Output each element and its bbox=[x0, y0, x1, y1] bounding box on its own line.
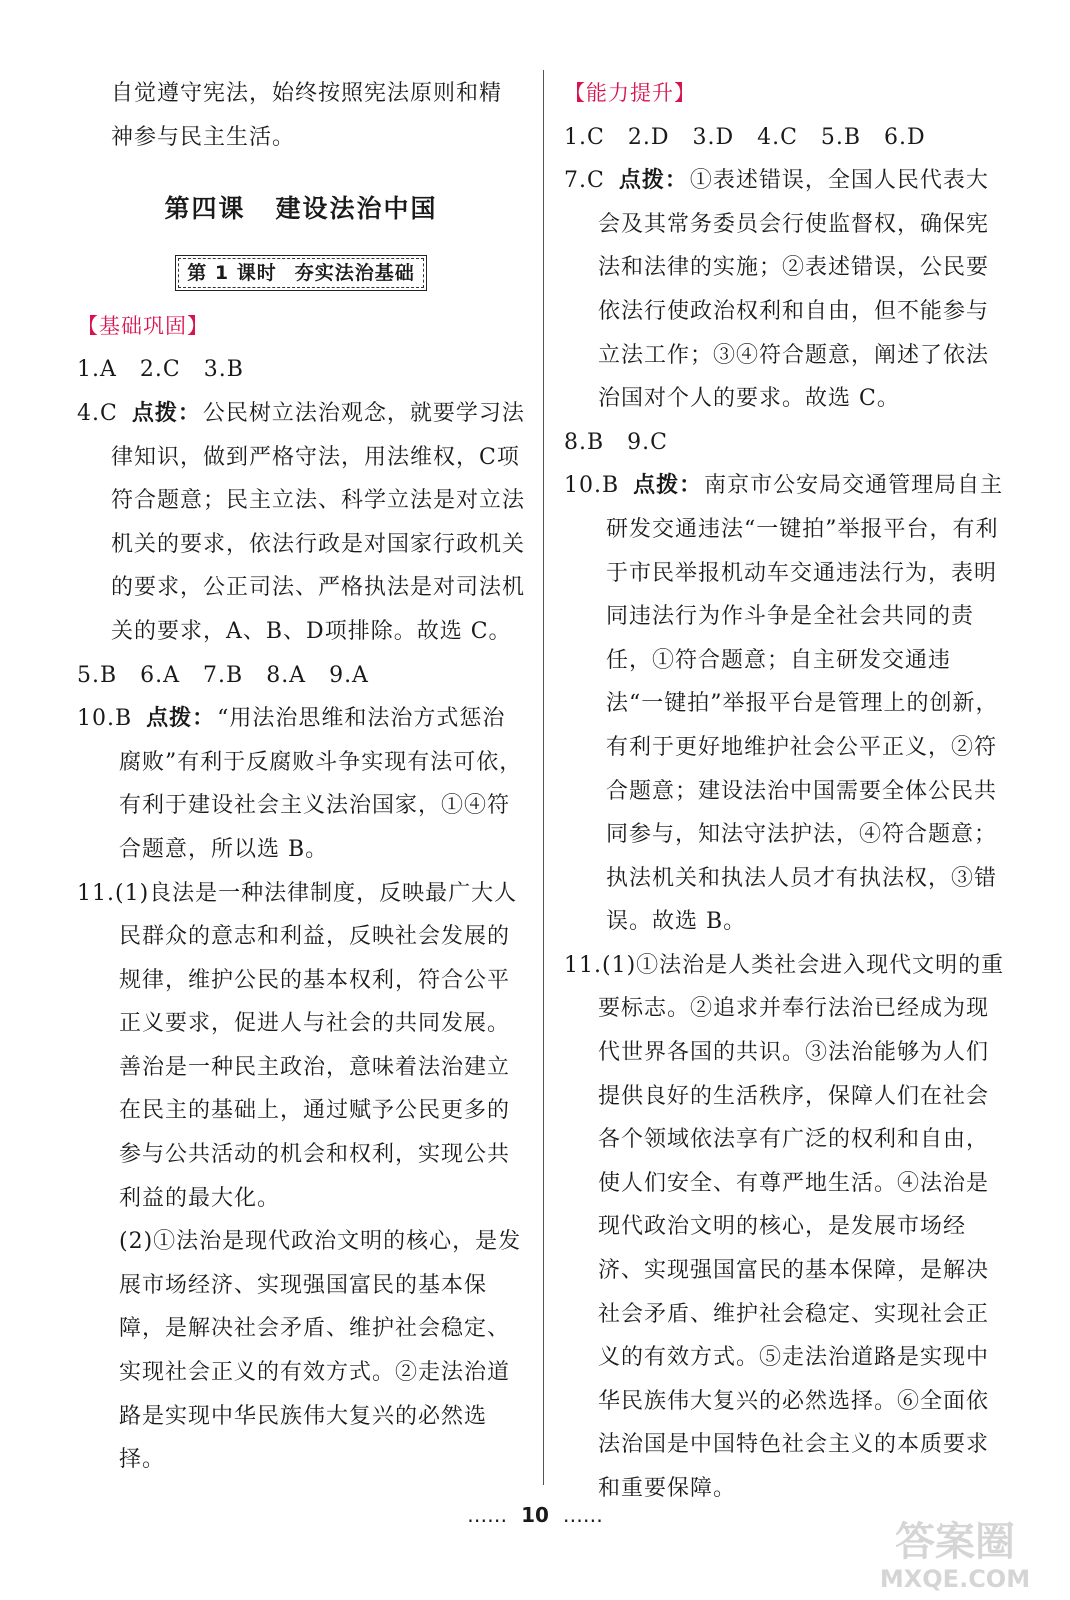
intro-text: 自觉遵守宪法，始终按照宪法原则和精 神参与民主生活。 bbox=[111, 81, 503, 150]
answers-1-3: 1.A 2.C 3.B bbox=[77, 357, 244, 383]
answer-11-part1: 11.(1)良法是一种法律制度，反映最广大人民群众的意志和利益，反映社会发展的规律，维护公民的基本权利，符合公平正义要求，促进人与社会的共同发展。善治是一种民主政治，意味着法治建立在民主的基础上，通过赋予公民更多的参与公共活动的机会和权利，实现公共利益的最大化。 bbox=[77, 880, 518, 1211]
lesson-title: 第四课 建设法治中国 bbox=[164, 194, 438, 224]
subtitle-box: 第 1 课时 夯实法治基础 bbox=[77, 251, 525, 295]
answer-10: 10.B 点拨：“用法治思维和法治方式惩治腐败”有利于反腐败斗争实现有法可依，有利于建设社会主义法治国家，①④符合题意，所以选 B。 bbox=[77, 706, 523, 862]
right-column bbox=[564, 72, 1008, 1511]
page-number: 10 bbox=[521, 1503, 549, 1527]
answer-11-part2: (2)①法治是现代政治文明的核心，是发展市场经济、实现强国富民的基本保障，是解决社会矛盾、维护社会稳定、实现社会正义的有效方式。②走法治道路是实现中华民族伟大复兴的必然选择。 bbox=[119, 1229, 522, 1473]
answer-4: 4.C 点拨：公民树立法治观念，就要学习法律知识，做到严格守法，用法维权，C项符合题意；民主立法、科学立法是对立法机关的要求，依法行政是对国家行政机关的要求，公正司法、严格执法是对司法机关的要求，A、B、D项排除。故选 C。 bbox=[77, 400, 526, 644]
left-column bbox=[77, 72, 525, 1482]
section-ability-heading: 【能力提升】 bbox=[564, 81, 696, 105]
answers-8-9: 8.B 9.C bbox=[564, 429, 668, 455]
column-divider bbox=[543, 70, 544, 1485]
answer-10: 10.B 点拨：南京市公安局交通管理局自主研发交通违法“一键拍”举报平台，有利于市民举报机动车交通违法行为，表明同违法行为作斗争是全社会共同的责任，①符合题意；自主研发交通违法“一键拍”举报平台是管理上的创新，有利于更好地维护社会公平正义，②符合题意；建设法治中国需要全体公民共同参与，知法守法护法，④符合题意；执法机关和执法人员才有执法权，③错误。故选 B。 bbox=[564, 473, 1004, 935]
answer-7: 7.C 点拨：①表述错误，全国人民代表大会及其常务委员会行使监督权，确保宪法和法律的实施；②表述错误，公民要依法行使政治权利和自由，但不能参与立法工作；③④符合题意，阐述了依法治国对个人的要求。故选 C。 bbox=[564, 168, 990, 412]
answer-11: 11.(1)①法治是人类社会进入现代文明的重要标志。②追求并奉行法治已经成为现代世界各国的共识。③法治能够为人们提供良好的生活秩序，保障人们在社会各个领域依法享有广泛的权利和自由，使人们安全、有尊严地生活。④法治是现代政治文明的核心，是发展市场经济、实现强国富民的基本保障，是解决社会矛盾、维护社会稳定、实现社会正义的有效方式。⑤走法治道路是实现中华民族伟大复兴的必然选择。⑥全面依法治国是中国特色社会主义的本质要求和重要保障。 bbox=[564, 952, 1005, 1501]
watermark-logo bbox=[850, 1515, 1060, 1595]
section-basic-heading: 【基础巩固】 bbox=[77, 313, 209, 338]
answers-5-9: 5.B 6.A 7.B 8.A 9.A bbox=[77, 662, 369, 688]
watermark-text-top: 答案圈 bbox=[895, 1519, 1015, 1565]
page-footer: …… 10 …… bbox=[467, 1503, 603, 1527]
watermark-text-bottom: MXQE.COM bbox=[879, 1565, 1031, 1593]
answers-1-6: 1.C 2.D 3.D 4.C 5.B 6.D bbox=[564, 124, 926, 150]
